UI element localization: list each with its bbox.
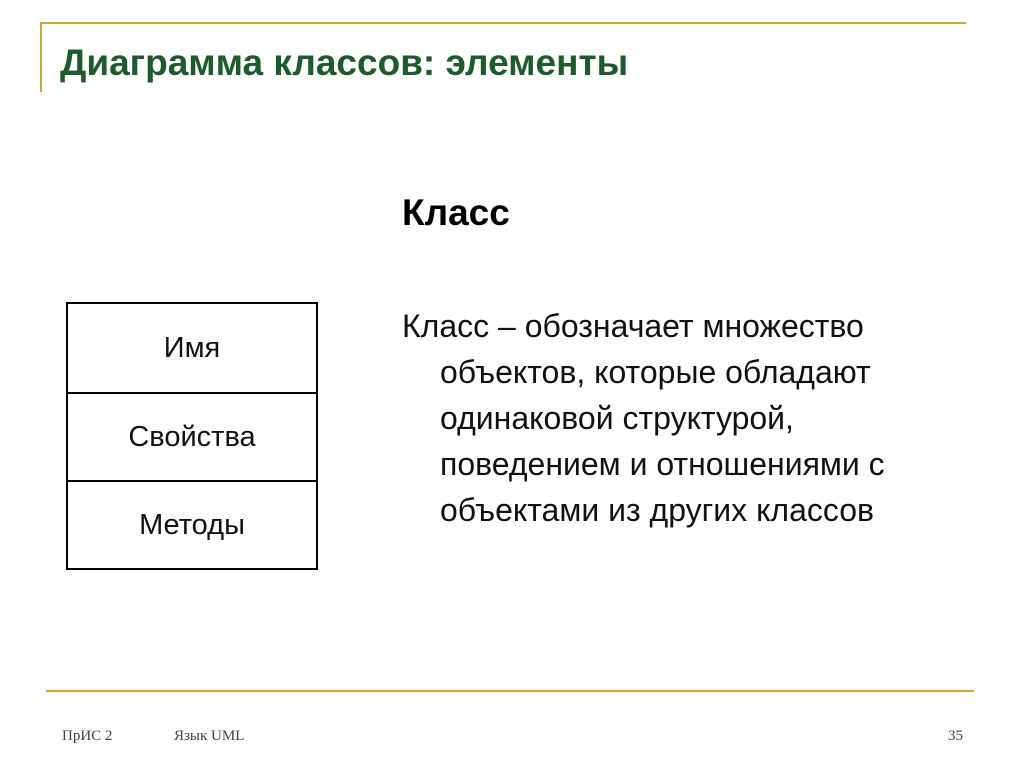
class-methods-compartment: Методы: [68, 480, 316, 568]
section-heading: Класс: [402, 192, 510, 233]
footer-course: ПрИС 2: [62, 728, 113, 744]
class-name-compartment: Имя: [163, 331, 221, 364]
top-rule: [40, 22, 966, 24]
left-rule: [40, 22, 42, 92]
footer-topic: Язык UML: [174, 728, 245, 744]
definition-text: Класс – обозначает множество объектов, которые обладают одинаковой структурой, поведением и отношениями с объектами из других классов: [402, 308, 885, 528]
class-properties-compartment: Свойства: [68, 392, 316, 480]
slide-title: Диаграмма классов: элементы: [60, 42, 629, 83]
uml-class-box: [66, 302, 318, 570]
bottom-rule: [46, 690, 974, 692]
page-number: 35: [948, 728, 963, 744]
